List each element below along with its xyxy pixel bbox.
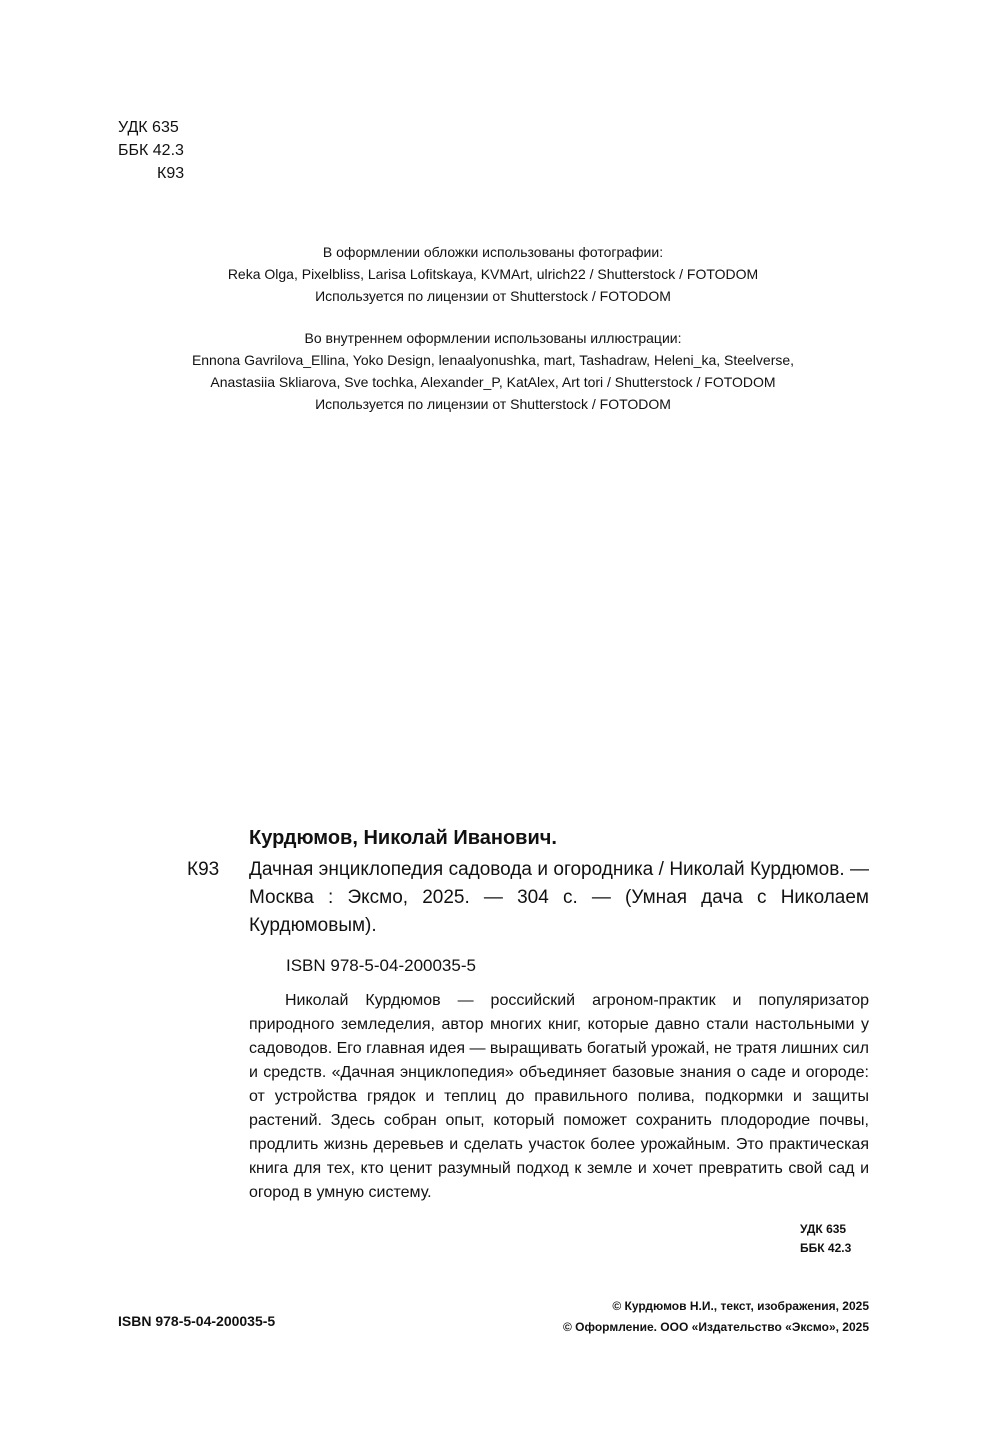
udk-code: УДК 635 — [800, 1222, 847, 1236]
credits-license: Используется по лицензии от Shutterstock / FOTODOM — [315, 288, 671, 304]
copyright-line: © Курдюмов Н.И., текст, изображения, 2025 — [612, 1299, 869, 1313]
credits-names: Anastasiia Skliarova, Sve tochka, Alexander_P, KatAlex, Art tori / Shutterstock / FOTODOM — [210, 374, 776, 390]
bbk-code: ББК 42.3 — [118, 142, 184, 159]
bibliographic-description: Дачная энциклопедия садовода и огородника / Николай Курдюмов. — Москва : Эксмо, 2025. — 304 с. — (Умная дача с Николаем Курдюмовым). — [249, 859, 869, 936]
author-mark: К93 — [157, 165, 185, 182]
annotation: Николай Курдюмов — российский агроном-практик и популяризатор природного земледелия, автор многих книг, которые давно стали настольными у садоводов. Его главная идея — выращивать богатый урожай, не тратя лишних сил и средств. «Дачная энциклопедия» объединяет базовые знания о саде и огороде: от устройства грядок и теплиц до правильного полива, подкормки и защиты растений. Здесь собран опыт, который поможет сохранить плодородие почвы, продлить жизнь деревьев и сделать участок более урожайным. Это практическая книга для тех, кто ценит разумный подход к земле и хочет превратить свой сад и огород в умную систему. — [249, 992, 869, 1201]
classification-codes-bottom — [800, 1220, 869, 1258]
cover-photo-credits — [0, 241, 986, 307]
author-heading: Курдюмов, Николай Иванович. — [249, 827, 557, 849]
credits-names: Reka Olga, Pixelbliss, Larisa Lofitskaya, KVMArt, ulrich22 / Shutterstock / FOTODOM — [227, 266, 759, 282]
credits-names: Ennona Gavrilova_Ellina, Yoko Design, lenaalyonushka, mart, Tashadraw, Heleni_ka, Steelverse, — [191, 352, 795, 368]
bbk-code: ББК 42.3 — [800, 1241, 852, 1255]
footer-isbn: ISBN 978-5-04-200035-5 — [118, 1313, 276, 1329]
bibliographic-author-mark: К93 — [187, 859, 220, 880]
copyright-line: © Оформление. ООО «Издательство «Эксмо», 2025 — [562, 1320, 869, 1334]
credits-heading: В оформлении обложки использованы фотографии: — [322, 244, 664, 260]
credits-license: Используется по лицензии от Shutterstock / FOTODOM — [315, 396, 671, 412]
isbn: ISBN 978-5-04-200035-5 — [286, 956, 476, 975]
credits-heading: Во внутреннем оформлении использованы иллюстрации: — [304, 330, 682, 346]
interior-illustration-credits — [0, 327, 986, 415]
udk-code: УДК 635 — [118, 119, 179, 136]
copyright-block — [500, 1296, 869, 1338]
classification-codes — [118, 116, 184, 185]
